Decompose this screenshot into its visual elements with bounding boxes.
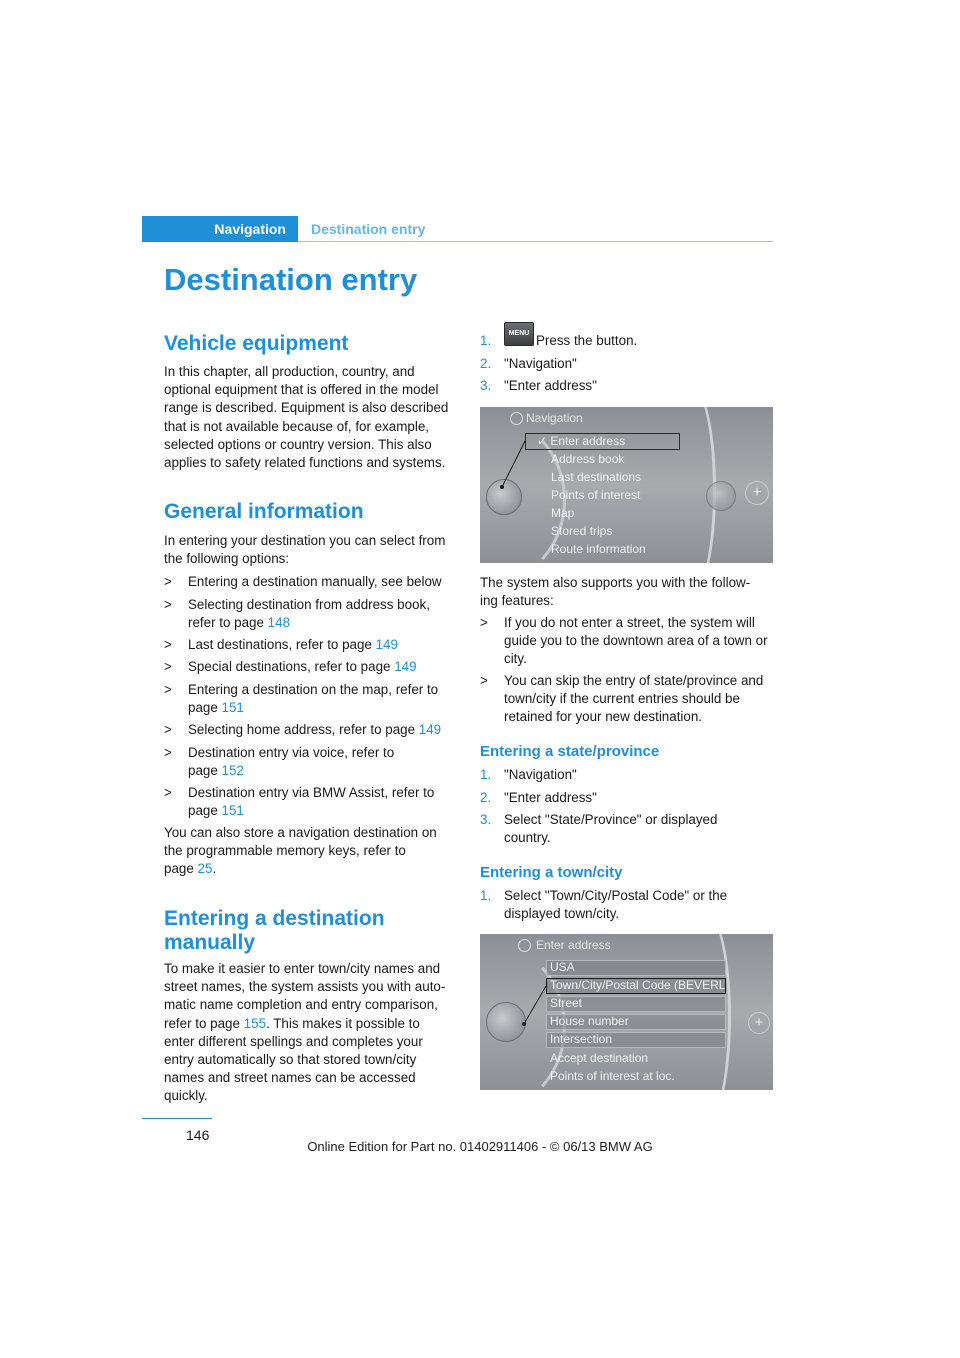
page-title: Destination entry [164, 262, 418, 297]
step-item: 1. MENU Press the button. [480, 332, 770, 354]
address-field-town[interactable]: Town/City/Postal Code (BEVERL [550, 978, 726, 992]
page-link[interactable]: 151 [221, 803, 244, 818]
list-item: > Last destinations, refer to page 149 [164, 637, 398, 652]
screen-title: Navigation [526, 411, 583, 425]
step-item: 2. "Enter address" [480, 790, 597, 805]
header-rule [298, 241, 773, 242]
menu-item-map[interactable]: Map [551, 506, 575, 520]
header-section: Navigation [214, 221, 286, 237]
page-link[interactable]: 152 [221, 763, 244, 778]
heading-vehicle-equipment: Vehicle equipment [164, 332, 349, 355]
footer-text: Online Edition for Part no. 01402911406 - © 06/13 BMW AG [307, 1139, 653, 1154]
step-item: 3. Select "State/Province" or displayed country. [480, 812, 718, 845]
menu-item-address-book[interactable]: Address book [551, 452, 625, 466]
accept-destination-item[interactable]: Accept destination [550, 1051, 649, 1065]
step-item: 3. "Enter address" [480, 378, 597, 393]
list-item: > Special destinations, refer to page 149 [164, 659, 417, 674]
menu-item-route-information[interactable]: Route information [551, 542, 646, 556]
list-item: > If you do not enter a street, the system will guide you to the downtown area of a town or city. [480, 615, 768, 666]
list-item: > Destination entry via BMW Assist, refer to page 151 [164, 785, 435, 818]
enter-address-screenshot [480, 934, 773, 1090]
support-intro: The system also supports you with the follow- ing features: [480, 575, 751, 609]
address-field-country[interactable]: USA [550, 960, 575, 974]
page-link[interactable]: 155 [243, 1015, 267, 1031]
navigation-menu-screenshot [480, 407, 773, 563]
menu-item-enter-address[interactable]: ✓ Enter address [537, 434, 626, 448]
heading-town-city: Entering a town/city [480, 864, 623, 881]
list-item: > Destination entry via voice, refer to page 152 [164, 745, 395, 778]
heading-state-province: Entering a state/province [480, 743, 660, 760]
menu-item-last-destinations[interactable]: Last destinations [551, 470, 642, 484]
menu-item-points-of-interest[interactable]: Points of interest [551, 488, 641, 502]
address-field-street[interactable]: Street [550, 996, 583, 1010]
list-item: > You can skip the entry of state/province and town/city if the current entries should be retained for your new destination. [480, 673, 764, 724]
page-link[interactable]: 151 [221, 700, 244, 715]
page-link[interactable]: 148 [267, 615, 291, 630]
page-number: 146 [186, 1127, 210, 1143]
plus-icon: + [748, 1012, 770, 1034]
store-text: You can also store a navigation destination on the programmable memory keys, refer to page 25. [164, 825, 437, 877]
screen-title: Enter address [536, 938, 611, 952]
heading-general-information: General information [164, 500, 364, 523]
list-item: > Selecting destination from address book, refer to page 148 [164, 597, 430, 630]
page-link[interactable]: 149 [418, 722, 442, 737]
heading-manual-entry: Entering a destination manually [164, 907, 385, 954]
page-link[interactable]: 149 [394, 659, 417, 674]
list-item: > Entering a destination on the map, refer to page 151 [164, 682, 439, 715]
header-subsection: Destination entry [311, 221, 426, 237]
address-field-house-number[interactable]: House number [550, 1014, 629, 1028]
pointer-line [480, 934, 773, 1090]
page-link[interactable]: 149 [375, 637, 398, 652]
address-field-intersection[interactable]: Intersection [550, 1032, 613, 1046]
points-of-interest-item[interactable]: Points of interest at loc. [550, 1069, 675, 1083]
list-item: > Entering a destination manually, see below [164, 574, 442, 589]
plus-icon: + [745, 481, 769, 505]
menu-item-stored-trips[interactable]: Stored trips [551, 524, 613, 538]
step-item: 1. Select "Town/City/Postal Code" or the displayed town/city. [480, 888, 728, 921]
general-info-intro: In entering your destination you can select from the following options: [164, 533, 446, 567]
list-item: > Selecting home address, refer to page 149 [164, 722, 442, 737]
vehicle-equipment-text: In this chapter, all production, country, and optional equipment that is offered in the model range is described. Equipment is also described that is not available because of, for example, selected options or country version. This also applies to safety related functions and systems. [164, 364, 449, 471]
manual-entry-text: To make it easier to enter town/city names and street names, the system assists you with auto- matic name completion and entry comparison, refer to page 155. This makes it possible to enter different spellings and completes your entry automatically so that stored town/city names and street names can be accessed quickly. [164, 961, 446, 1104]
step-item: 2. "Navigation" [480, 356, 577, 371]
step-item: 1. "Navigation" [480, 767, 577, 782]
footer-rule [142, 1118, 212, 1119]
pointer-line [480, 407, 773, 563]
menu-button-icon: MENU [504, 322, 534, 346]
page-link[interactable]: 25 [197, 861, 213, 877]
